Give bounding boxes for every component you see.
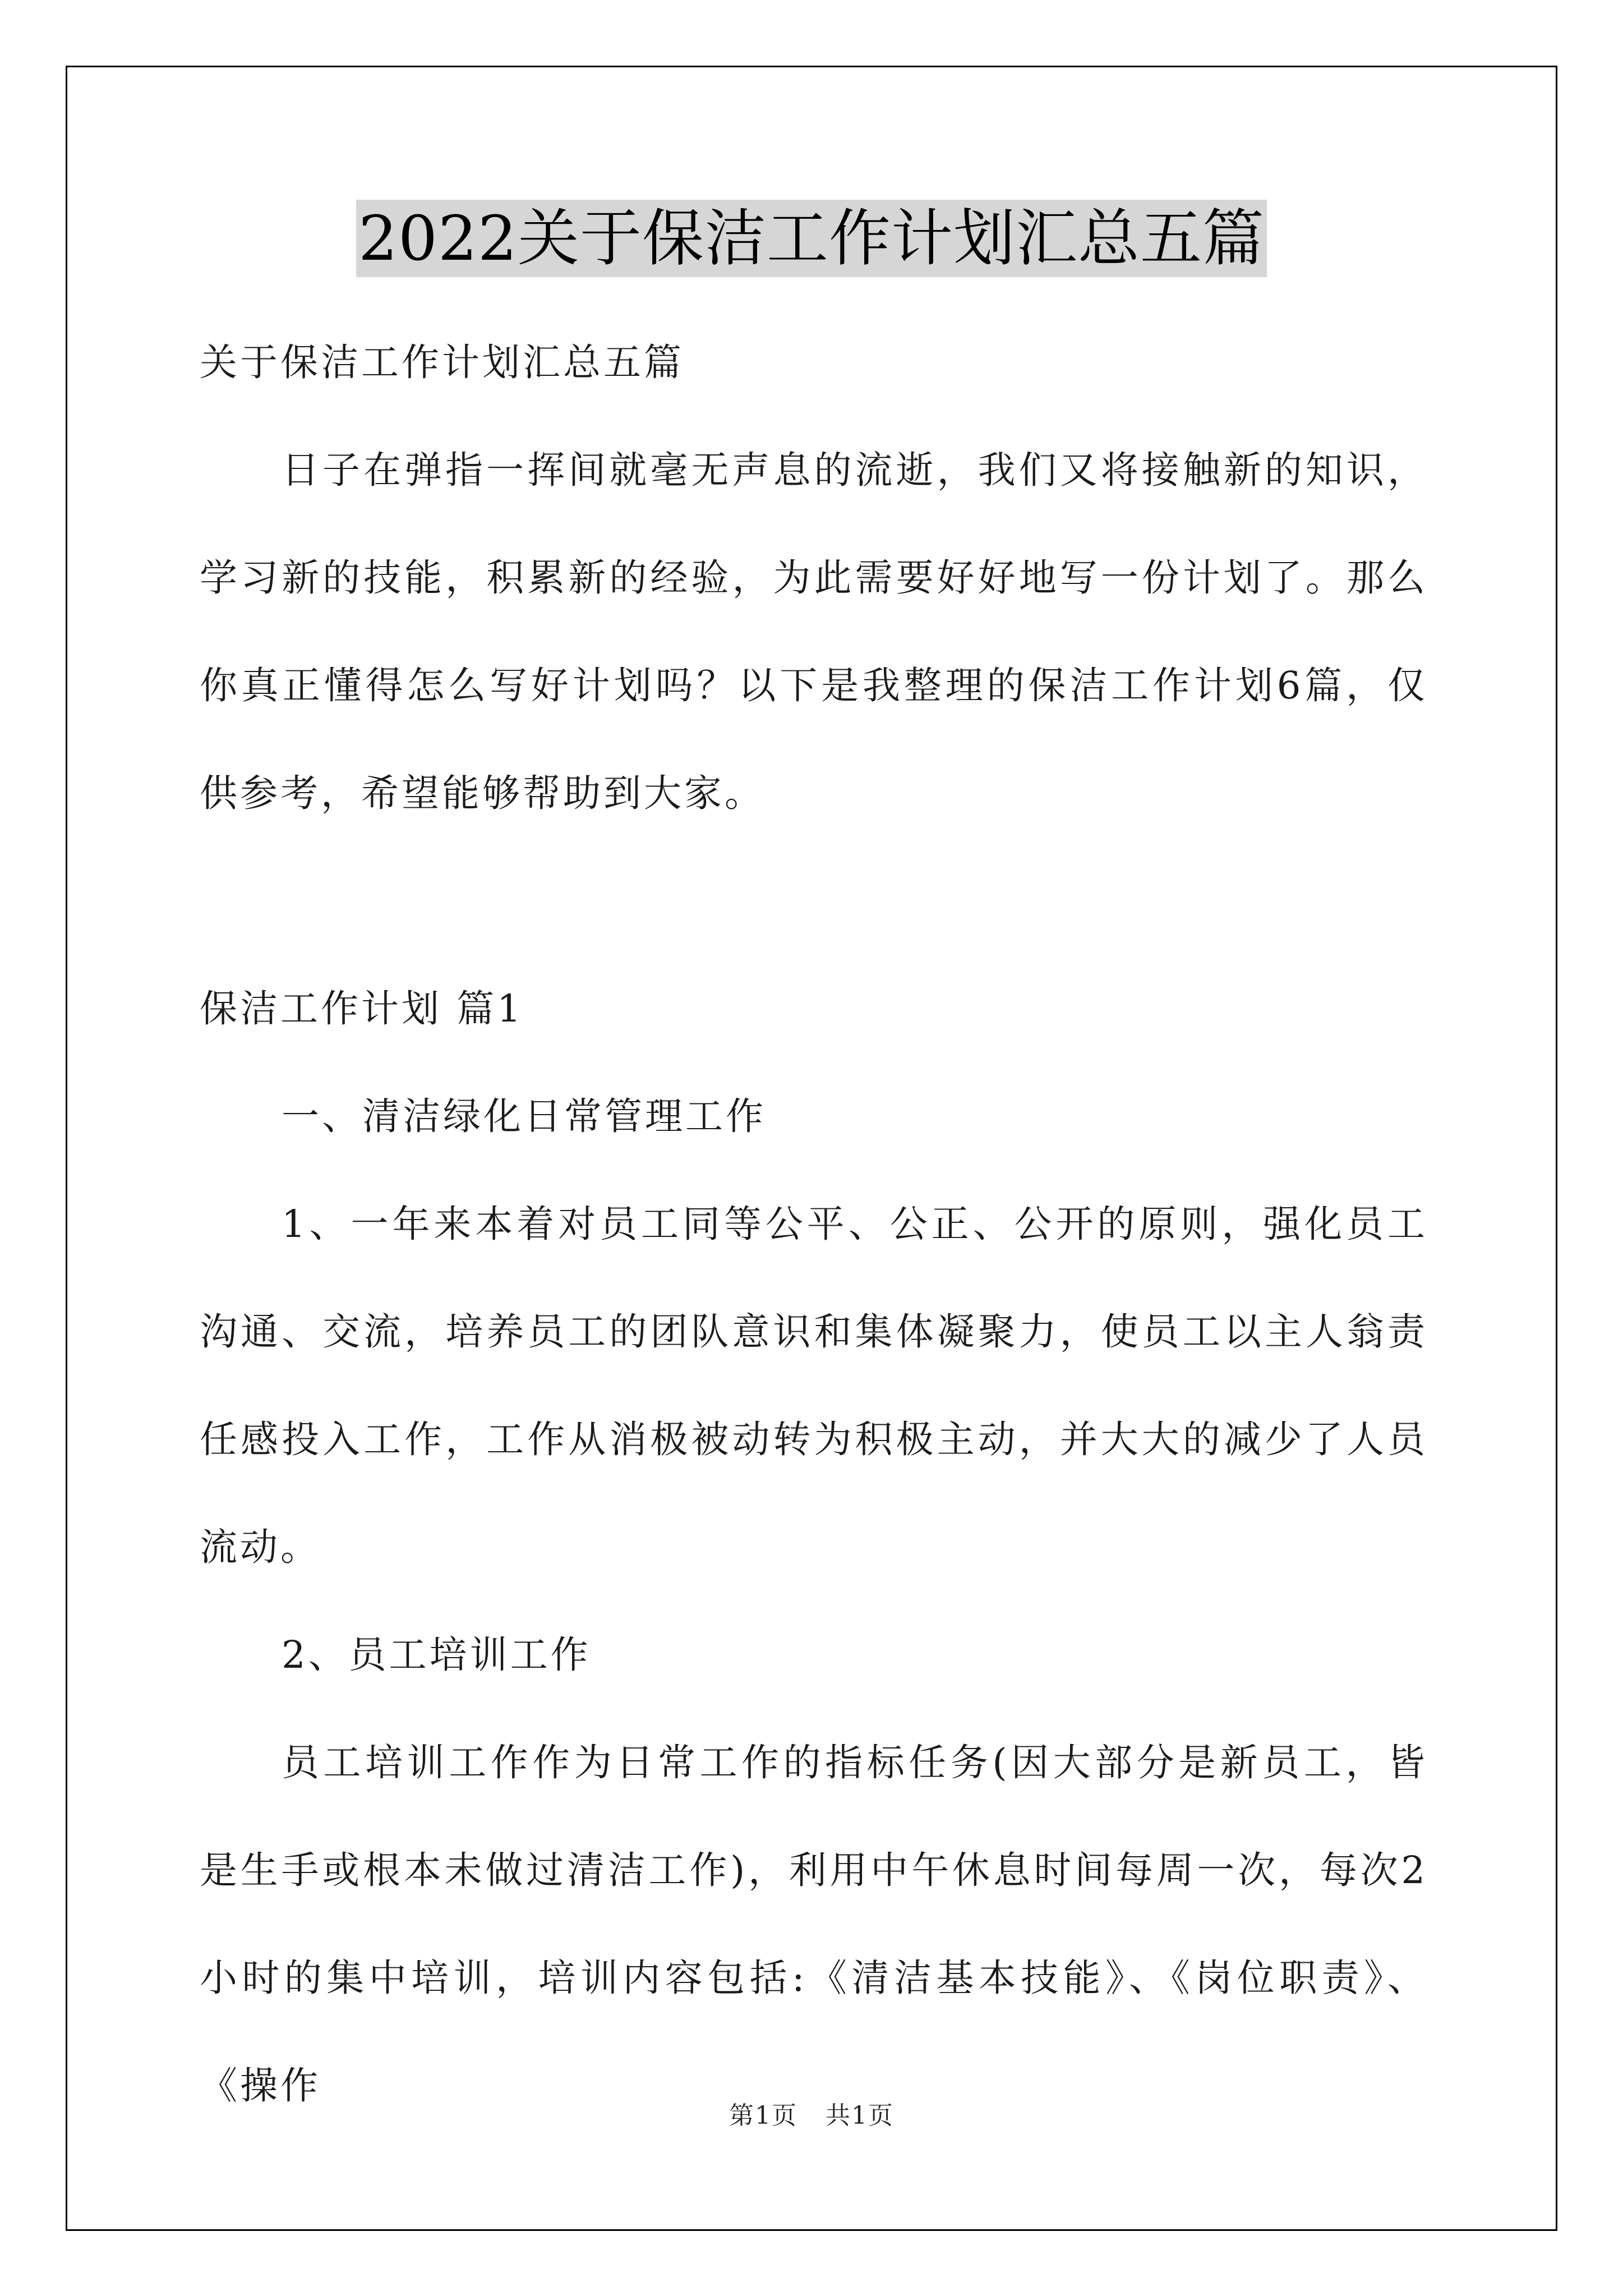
page-total: 共1页 bbox=[826, 2101, 894, 2130]
document-title: 2022关于保洁工作计划汇总五篇 bbox=[356, 200, 1267, 277]
paragraph-staff-management: 1、一年来本着对员工同等公平、公正、公开的原则，强化员工沟通、交流，培养员工的团队意识和集体凝聚力，使员工以主人翁责任感投入工作，工作从消极被动转为积极主动，并大大的减少了人员流动。 bbox=[200, 1202, 1428, 1569]
subheading-daily-management: 一、清洁绿化日常管理工作 bbox=[282, 1094, 766, 1138]
section-heading: 保洁工作计划 篇1 bbox=[200, 987, 524, 1030]
title-container bbox=[0, 200, 1623, 277]
page-number: 第1页 bbox=[729, 2101, 797, 2130]
paragraph-staff-training: 员工培训工作作为日常工作的指标任务(因大部分是新员工，皆是生手或根本未做过清洁工作)，利用中午休息时间每周一次，每次2小时的集中培训，培训内容包括:《清洁基本技能》、《岗位职责》、《操作 bbox=[200, 1741, 1428, 2108]
document-subtitle: 关于保洁工作计划汇总五篇 bbox=[200, 341, 684, 384]
intro-paragraph: 日子在弹指一挥间就毫无声息的流逝，我们又将接触新的知识，学习新的技能，积累新的经验，为此需要好好地写一份计划了。那么你真正懂得怎么写好计划吗？以下是我整理的保洁工作计划6篇，仅供参考，希望能够帮助到大家。 bbox=[200, 448, 1428, 815]
paragraph-spacer bbox=[200, 847, 1428, 955]
document-body bbox=[200, 309, 1428, 2139]
subheading-staff-training: 2、员工培训工作 bbox=[282, 1633, 591, 1677]
page-footer bbox=[0, 2095, 1623, 2131]
